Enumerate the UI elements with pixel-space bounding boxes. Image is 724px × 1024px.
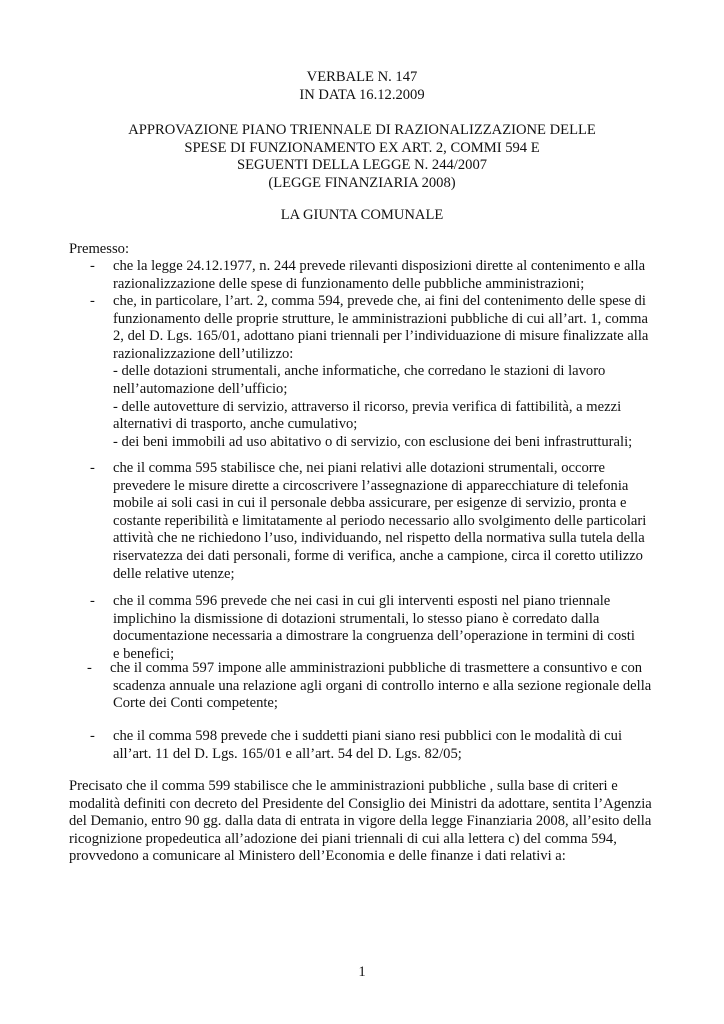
item-line: razionalizzazione dell’utilizzo:	[113, 345, 294, 362]
item-line: documentazione necessaria a dimostrare la congruenza dell’operazione in termini di costi	[113, 628, 635, 645]
list-item	[110, 660, 651, 713]
item-line: riservatezza dei dati personali, forme di verifica, anche a campione, circa il coretto utilizzo	[113, 547, 643, 564]
item-line: Corte dei Conti competente;	[113, 695, 278, 712]
item-line: prevedere le misure dirette a circoscrivere l’assegnazione di apparecchiature di telefonia	[113, 477, 629, 494]
list-item	[113, 293, 648, 451]
item-line: costante reperibilità e limitatamente al periodo necessario allo svolgimento delle particolari	[113, 512, 647, 529]
item-line: implichino la dismissione di dotazioni strumentali, lo stesso piano è corredato dalla	[113, 610, 600, 627]
item-line: mobile ai soli casi in cui il personale debba assicurare, per esigenze di servizio, pronta e	[113, 495, 627, 512]
item-line: che il comma 596 prevede che nei casi in cui gli interventi esposti nel piano triennale	[113, 593, 611, 609]
page-number: 1	[358, 964, 366, 980]
list-item	[113, 258, 645, 293]
item-line: attività che ne richiedono l’uso, individuando, nel rispetto della normativa sulla tutela della	[113, 530, 645, 547]
paragraph-line: provvedono a comunicare al Ministero dell’Economia e delle finanze i dati relativi a:	[69, 848, 566, 865]
document-title	[0, 122, 724, 192]
verbale-date: IN DATA 16.12.2009	[299, 86, 425, 103]
verbale-number: VERBALE N. 147	[306, 69, 418, 85]
title-line: (LEGGE FINANZIARIA 2008)	[268, 174, 456, 191]
list-item	[113, 728, 622, 763]
item-line: che il comma 597 impone alle amministrazioni pubbliche di trasmettere a consuntivo e con	[110, 660, 643, 676]
item-line: che la legge 24.12.1977, n. 244 prevede rilevanti disposizioni dirette al contenimento e alla	[113, 258, 646, 274]
item-line: - delle dotazioni strumentali, anche informatiche, che corredano le stazioni di lavoro	[113, 363, 606, 380]
item-line: e benefici;	[113, 645, 175, 662]
item-line: scadenza annuale una relazione agli organi di controllo interno e alla sezione regionale della	[113, 677, 652, 694]
item-line: razionalizzazione delle spese di funzionamento delle pubbliche amministrazioni;	[113, 275, 585, 292]
organ-heading	[0, 207, 724, 225]
paragraph-line: Precisato che il comma 599 stabilisce che le amministrazioni pubbliche , sulla base di criteri e	[69, 778, 618, 794]
item-line: che il comma 595 stabilisce che, nei piani relativi alle dotazioni strumentali, occorre	[113, 460, 605, 476]
item-line: che, in particolare, l’art. 2, comma 594, prevede che, ai fini del contenimento delle spese di	[113, 293, 646, 309]
list-item	[113, 460, 646, 583]
item-line: - delle autovetture di servizio, attraverso il ricorso, previa verifica di fattibilità, a mezzi	[113, 398, 622, 415]
paragraph-line: del Demanio, entro 90 gg. dalla data di entrata in vigore della legge Finanziaria 2008, all’esito della	[69, 813, 652, 830]
bullet-dash: -	[90, 293, 95, 309]
item-line: nell’automazione dell’ufficio;	[113, 380, 288, 397]
bullet-dash: -	[90, 593, 95, 609]
item-line: funzionamento delle proprie strutture, le amministrazioni pubbliche di cui all’art. 1, comma	[113, 310, 648, 327]
item-line: che il comma 598 prevede che i suddetti piani siano resi pubblici con le modalità di cui	[113, 728, 623, 744]
bullet-dash: -	[90, 258, 95, 274]
closing-paragraph	[69, 778, 652, 866]
item-line: all’art. 11 del D. Lgs. 165/01 e all’art. 54 del D. Lgs. 82/05;	[113, 745, 462, 762]
bullet-dash: -	[87, 660, 92, 676]
premesso-label: Premesso:	[69, 241, 129, 257]
item-line: alternativi di trasporto, anche cumulativo;	[113, 416, 358, 433]
title-line: SEGUENTI DELLA LEGGE N. 244/2007	[236, 157, 488, 174]
organ-label: LA GIUNTA COMUNALE	[280, 207, 444, 223]
title-line: SPESE DI FUNZIONAMENTO EX ART. 2, COMMI 594 E	[184, 139, 540, 156]
item-line: 2, del D. Lgs. 165/01, adottano piani triennali per l’individuazione di misure finalizzate alla	[113, 328, 649, 345]
item-line: delle relative utenze;	[113, 565, 235, 582]
item-line: - dei beni immobili ad uso abitativo o di servizio, con esclusione dei beni infrastrutturali;	[113, 433, 633, 450]
title-line: APPROVAZIONE PIANO TRIENNALE DI RAZIONALIZZAZIONE DELLE	[128, 122, 596, 138]
paragraph-line: modalità definiti con decreto del Presidente del Consiglio dei Ministri da adottare, sentita l’Agenzia	[69, 795, 652, 812]
bullet-dash: -	[90, 728, 95, 744]
bullet-dash: -	[90, 460, 95, 476]
list-item	[113, 593, 635, 663]
paragraph-line: ricognizione propedeutica all’adozione dei piani triennali di cui alla lettera c) del comma 594,	[69, 830, 617, 847]
document-header	[0, 69, 724, 104]
